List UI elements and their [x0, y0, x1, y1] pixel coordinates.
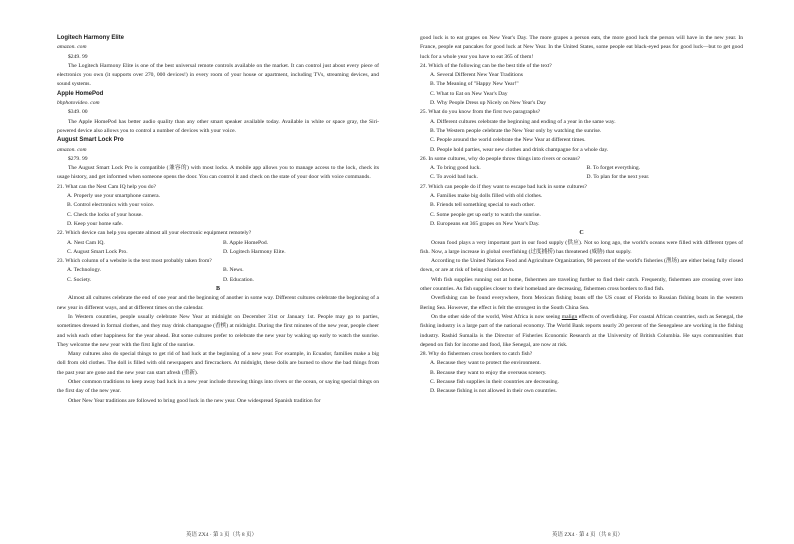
option-a: A. Because they want to protect the environment. — [430, 360, 541, 367]
question-22 — [57, 229, 379, 257]
paragraph: With fish supplies running out at home, fishermen are traveling further to find their catch. Frequently, fishermen are crossing over into other countries. As fish supplies closer to their homeland are decreasing, fishermen cross borders to find fish. — [420, 276, 743, 293]
paragraph: Ocean food plays a very important part in our food supply (供应). Not so long ago, the world's oceans were filled with different types of fish. Now, a large increase in global overfishing (过度捕捞) has threatened (威胁) that supply. — [420, 239, 743, 255]
question-stem: 26. In some cultures, why do people throw things into rivers or oceans? — [420, 155, 581, 162]
option-b: B. Apple HomePod. — [223, 239, 269, 246]
section-heading-c: C — [579, 230, 584, 237]
underlined-word: malign — [561, 313, 578, 320]
option-d: D. Education. — [223, 276, 254, 283]
option-d: D. To plan for the next year. — [586, 174, 650, 181]
passage-c — [420, 239, 743, 351]
question-24 — [420, 62, 743, 108]
question-23 — [57, 257, 379, 285]
option-d: D. Why People Dress up Nicely on New Year's Day — [430, 100, 547, 107]
option-c: C. Some people get up early to watch the sunrise. — [430, 211, 541, 218]
paragraph: According to the United Nations Food and Agriculture Organization, 90 percent of the world's fisheries (渔场) are either being fully closed down, or are at risk of being closed down. — [420, 258, 743, 274]
option-d: D. Because fishing is not allowed in their own countries. — [430, 388, 557, 395]
option-a: A. Nest Cam IQ. — [67, 239, 105, 246]
question-stem: 24. Which of the following can be the best title of the text? — [420, 62, 552, 69]
option-a: A. Families make big dolls filled with old clothes. — [430, 193, 543, 200]
paragraph: Other New Year traditions are followed to bring good luck in the new year. One widespread Spanish tradition for — [68, 397, 321, 404]
option-a: A. Technology. — [67, 267, 102, 274]
page-3-column — [57, 34, 379, 406]
option-c: C. Check the locks of your house. — [67, 211, 143, 218]
product-logitech — [57, 34, 379, 90]
option-d: D. Europeans eat 365 grapes on New Year's Day. — [430, 220, 540, 227]
product-site: amazon. com — [57, 146, 87, 153]
option-c: C. August Smart Lock Pro. — [67, 248, 128, 255]
product-price: $249. 99 — [68, 53, 88, 60]
option-c: C. Society. — [67, 276, 92, 283]
option-d: D. Keep your home safe. — [67, 220, 123, 227]
question-stem: 27. Which can people do if they want to escape bad luck in some cultures? — [420, 183, 587, 190]
product-name: August Smart Lock Pro — [57, 137, 124, 144]
paragraph: Other common traditions to keep away bad luck in a new year include throwing things into rivers or the ocean, or saying special things on the first day of the new year. — [57, 378, 379, 395]
option-grid — [420, 164, 743, 183]
option-c: C. To avoid bad luck. — [430, 174, 478, 181]
paragraph-underlined — [420, 313, 743, 350]
text-run: effects of overfishing. For coastal African countries, such as Senegal, the fishing industry is a large part of the national economy. The World Bank reports nearly 20 percent of the Senegalese are working in the fishing industry. Rashid Sumaila is the Director of Fisheries Economic Research at the University of British Columbia. He says communities that depend on fish for income and food, like Senegal, are now at risk. — [420, 313, 743, 348]
option-d: D. Logitech Harmony Elite. — [223, 248, 286, 255]
page-3-footer: 英语 ZX4 · 第 3 页（共 8 页） — [186, 532, 258, 538]
option-a: A. Different cultures celebrate the beginning and ending of a year in the same way. — [430, 118, 616, 125]
product-description: The Logitech Harmony Elite is one of the best universal remote controls available on the market. It can control just about every piece of electronics you own (it supports over 270, 000 devices!) in every room of your house or apartment, including TVs, streaming devices, and sound systems. — [57, 62, 379, 88]
option-b: B. News. — [223, 267, 244, 274]
product-august-lock — [57, 136, 379, 182]
product-price: $279. 99 — [68, 155, 88, 162]
paragraph: Almost all cultures celebrate the end of one year and the beginning of another in some way. Different cultures celebrate the beginning of a new year in different ways, and at different times on the calendar. — [57, 295, 379, 311]
option-b: B. Because they want to enjoy the overseas scenery. — [430, 369, 547, 376]
question-stem: 23. Which column of a website is the text most probably taken from? — [57, 258, 212, 265]
option-c: C. Because fish supplies in their countries are decreasing. — [430, 378, 559, 385]
option-b: B. Friends tell something special to each other. — [430, 202, 535, 209]
option-grid — [57, 266, 379, 285]
product-name: Logitech Harmony Elite — [57, 35, 125, 41]
option-b: B. The Meaning of "Happy New Year!" — [430, 81, 519, 88]
option-c: C. What to Eat on New Year's Day — [430, 90, 508, 97]
product-name: Apple HomePod — [57, 90, 104, 97]
page-4-column — [420, 34, 743, 397]
option-a: A. To bring good luck. — [430, 165, 481, 172]
question-27 — [420, 183, 743, 229]
product-site: amazon. com — [57, 44, 87, 51]
option-c: C. People around the world celebrate the New Year at different times. — [430, 137, 586, 144]
text-run: On the other side of the world, West Africa is now seeing — [431, 313, 562, 320]
question-21 — [57, 183, 379, 229]
question-stem: 28. Why do fishermen cross borders to catch fish? — [420, 351, 533, 358]
passage-b — [57, 294, 379, 406]
page-4-footer: 英语 ZX4 · 第 4 页（共 8 页） — [552, 532, 624, 538]
product-price: $349. 00 — [68, 109, 88, 116]
product-description: The August Smart Lock Pro is compatible (兼容的) with most locks. A mobile app allows you to manage access to the lock, check its usage history, and get informed when someone opens the door. You can control it and check on the state of your door with voice commands. — [57, 165, 379, 181]
paragraph: Overfishing can be found everywhere, from Mexican fishing boats off the US coast of Florida to Russian fishing boats in the western Bering Sea. However, the effect is felt the strongest in the South China Sea. — [420, 295, 743, 311]
section-heading-b: B — [215, 286, 220, 293]
option-grid — [57, 239, 379, 258]
question-stem: 22. Which device can help you operate almost all your electronic equipment remotely? — [57, 230, 252, 237]
question-28 — [420, 350, 743, 396]
product-site: bhphotovideo. com — [57, 100, 100, 107]
option-a: A. Several Different New Year Traditions — [430, 72, 523, 79]
option-a: A. Properly use your smartphone camera. — [67, 193, 161, 200]
option-b: B. The Western people celebrate the New Year only by watching the sunrise. — [430, 127, 602, 134]
product-homepod — [57, 90, 379, 136]
option-b: B. To forget everything. — [586, 165, 641, 172]
paragraph: Many cultures also do special things to get rid of bad luck at the beginning of a new year. For example, in Ecuador, families make a big doll from old clothes. The doll is filled with old newspapers and firecrackers. At midnight, these dolls are burned to show the bad things from the past year are gone and the new year can start afresh (重新). — [57, 351, 379, 376]
passage-b-continued: good luck is to eat grapes on New Year's Day. The more grapes a person eats, the more good luck the person will have in the new year. In France, people eat pancakes for good luck at New Year. In the United States, some people eat black-eyed peas for good luck—but to get good luck for a whole year you have to eat 365 of them! — [420, 35, 743, 60]
product-description: The Apple HomePod has better audio quality than any other smart speaker available today. Available in white or space gray, the Siri-powered device also allows you to control a number of devices with your voice. — [57, 118, 379, 134]
option-b: B. Control electronics with your voice. — [67, 202, 155, 209]
question-26 — [420, 155, 743, 183]
paragraph: In Western countries, people usually celebrate New Year at midnight on December 31st or January 1st. People may go to parties, sometimes dressed in formal clothes, and they may drink champagne (香槟) at midnight. During the first minutes of the new year, people cheer and wish each other happiness for the year ahead. But some cultures prefer to celebrate the new year by waking up early to watch the sunrise. They welcome the new year with the first light of the sunrise. — [57, 313, 379, 348]
question-25 — [420, 108, 743, 154]
question-stem: 25. What do you know from the first two paragraphs? — [420, 109, 541, 116]
option-d: D. People hold parties, wear new clothes and drink champagne for a whole day. — [430, 146, 609, 153]
question-stem: 21. What can the Nest Cam IQ help you do? — [57, 183, 157, 190]
